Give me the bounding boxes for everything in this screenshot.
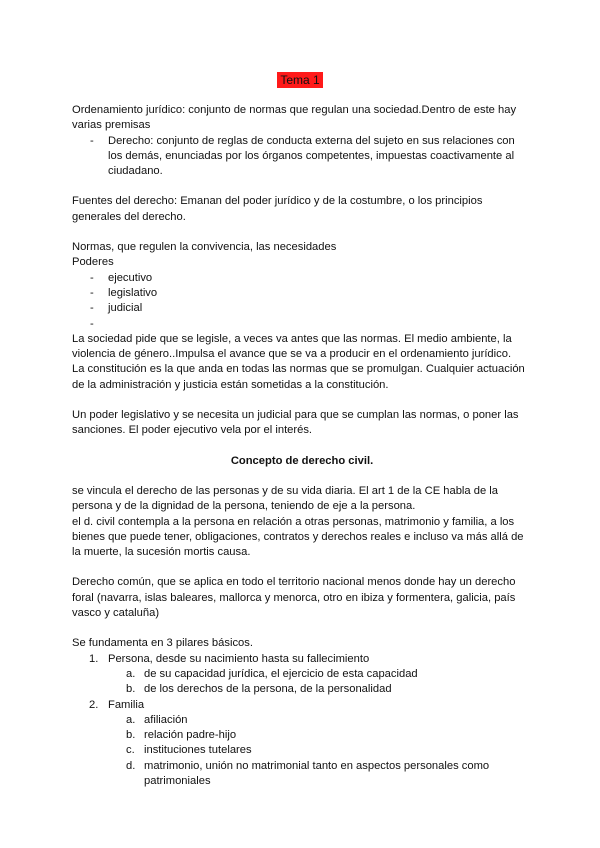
letter-marker: b. [126,683,136,696]
list-item [72,134,532,180]
number-marker: 1. [89,652,99,665]
sublist-item-text: afiliación [144,713,188,726]
list-item-text: Persona, desde su nacimiento hasta su fallecimiento [108,652,370,665]
paragraph-derecho-civil: el d. civil contempla a la persona en relación a otras personas, matrimonio y familia, a los bienes que puede tener, obligaciones, contratos y derechos reales e incluso va más allá de la muerte, la sucesión mortis causa. [72,515,524,559]
sublist-item [72,682,532,697]
title-wrap [0,72,600,89]
list-item-text: ejecutivo [108,271,153,284]
letter-marker: b. [126,729,136,742]
sublist-item-text: instituciones tutelares [144,744,252,757]
dash-marker: - [90,286,94,299]
list-item [72,652,532,698]
dash-marker: - [90,134,94,147]
paragraph-vincula: se vincula el derecho de las personas y de su vida diaria. El art 1 de la CE habla de la persona y de la dignidad de la persona, teniendo de eje a la persona. [72,484,498,513]
ordenamiento-list [72,134,532,180]
sublist [72,667,532,698]
paragraph-constitucion: La constitución es la que anda en todas las normas que se promulgan. Cualquier actuación de la administración y justicia están sometidas a la constitución. [72,363,525,391]
list-item-text: Derecho: conjunto de reglas de conducta externa del sujeto en sus relaciones con los demás, enunciadas por los órganos competentes, impuestas coactivamente al ciudadano. [108,134,515,178]
dash-marker: - [90,271,94,284]
sublist-item-text: matrimonio, unión no matrimonial tanto en aspectos personales como patrimoniales [144,759,490,787]
sublist [72,713,532,789]
sublist-item [72,728,532,743]
list-item [72,271,532,286]
letter-marker: a. [126,713,136,726]
dash-marker: - [90,317,94,330]
document-body [72,103,532,789]
paragraph-poderes: Poderes [72,256,114,269]
paragraph-derecho-comun: Derecho común, que se aplica en todo el territorio nacional menos donde hay un derecho foral (navarra, islas baleares, mallorca y menorca, otro en ibiza y formentera, galicia, país vasco y cataluña) [72,576,516,620]
paragraph-pilares-intro: Se fundamenta en 3 pilares básicos. [72,637,253,650]
list-item-text: legislativo [108,286,158,299]
paragraph-poder-legislativo: Un poder legislativo y se necesita un judicial para que se cumplan las normas, o poner las sanciones. El poder ejecutivo vela por el interés. [72,409,519,437]
number-marker: 2. [89,698,99,711]
paragraph-normas: Normas, que regulen la convivencia, las necesidades [72,241,337,254]
sublist-item [72,667,532,682]
sublist-item-text: de su capacidad jurídica, el ejercicio de esta capacidad [144,667,418,680]
letter-marker: c. [126,744,135,757]
list-item [72,317,532,332]
paragraph-sociedad: La sociedad pide que se legisle, a veces va antes que las normas. El medio ambiente, la violencia de género..Impulsa el avance que se va a producir en el ordenamiento jurídico. [72,332,512,361]
sublist-item-text: de los derechos de la persona, de la personalidad [144,683,392,696]
list-item [72,698,532,790]
paragraph-ordenamiento: Ordenamiento jurídico: conjunto de normas que regulan una sociedad.Dentro de este hay varias premisas [72,104,517,132]
list-item-text: judicial [108,302,143,315]
letter-marker: d. [126,759,136,772]
sublist-item [72,743,532,758]
letter-marker: a. [126,667,136,680]
sublist-item-text: relación padre-hijo [144,729,237,742]
sublist-item [72,759,532,790]
page-title: Tema 1 [277,72,322,88]
list-item [72,301,532,316]
paragraph-fuentes: Fuentes del derecho: Emanan del poder jurídico y de la costumbre, o los principios generales del derecho. [72,195,483,223]
list-item [72,286,532,301]
poderes-list [72,271,532,332]
section-heading: Concepto de derecho civil. [230,454,374,467]
list-item-text: Familia [108,698,145,711]
dash-marker: - [90,302,94,315]
sublist-item [72,713,532,728]
pilares-list [72,652,532,790]
